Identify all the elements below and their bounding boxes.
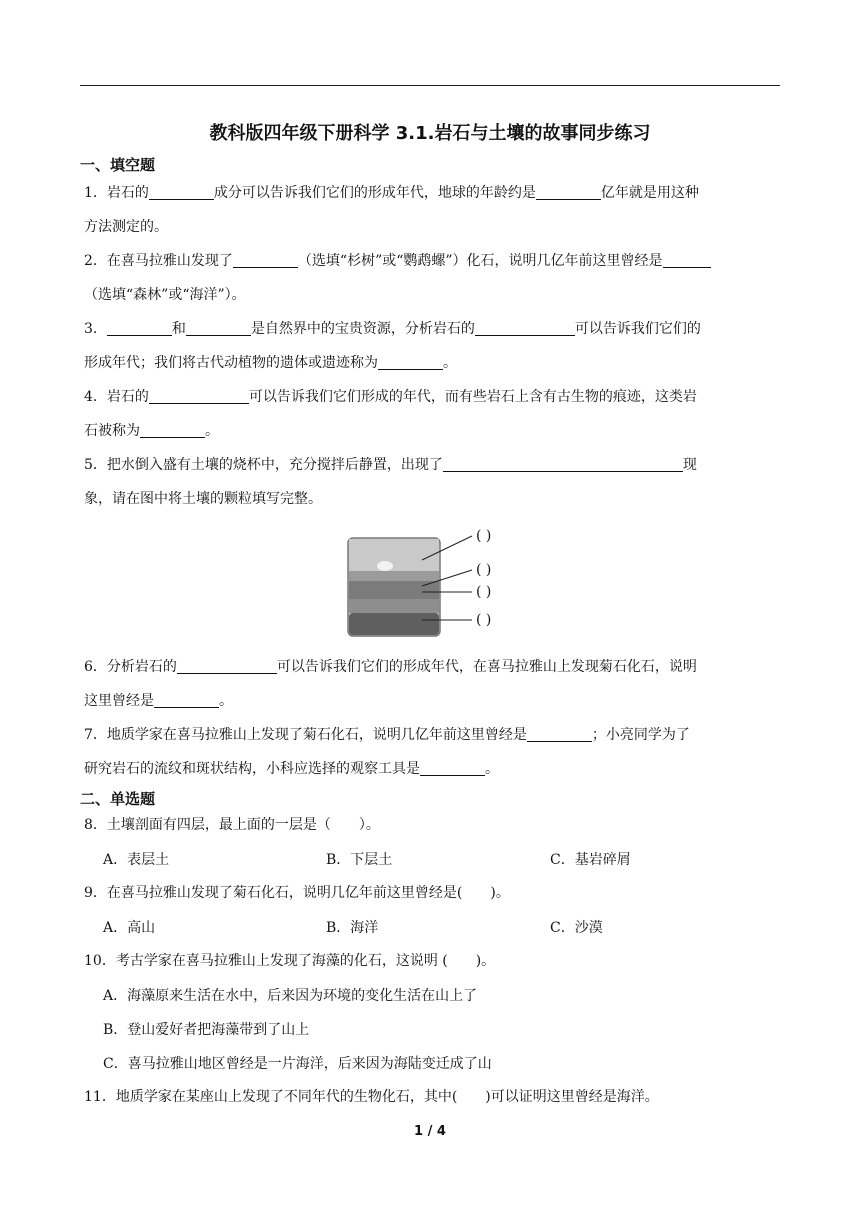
option-8a[interactable]: A．表层土 [103,852,170,868]
option-9b[interactable]: B．海洋 [326,920,379,936]
answer-blank[interactable] [177,656,277,674]
page-title: 教科版四年级下册科学 3.1.岩石与土壤的故事同步练习 [209,123,651,144]
question-2: 2．在喜马拉雅山发现了 （选填“杉树”或“鹦鹉螺”）化石，说明几亿年前这里曾经是 （选填“森林”或“海洋”）。 [84,244,782,312]
particle-blank-2[interactable]: ( ) [476,562,492,578]
option-9c[interactable]: C．沙漠 [550,920,603,936]
header-rule [80,85,780,86]
question-10: 10．考古学家在喜马拉雅山上发现了海藻的化石，这说明 ( )。 [84,953,496,969]
question-4: 4．岩石的 可以告诉我们它们形成的年代，而有些岩石上含有古生物的痕迹，这类岩 石被称为 。 [84,380,782,448]
answer-blank[interactable] [140,420,205,438]
question-11: 11．地质学家在某座山上发现了不同年代的生物化石，其中( )可以证明这里曾经是海洋。 [84,1089,659,1105]
option-8b[interactable]: B．下层土 [326,852,393,868]
answer-blank[interactable] [443,454,683,472]
soil-beaker-figure [340,528,560,638]
section-fill-in: 一、填空题 [80,156,156,174]
answer-blank[interactable] [527,724,592,742]
answer-blank[interactable] [233,250,298,268]
question-5: 5．把水倒入盛有土壤的烧杯中，充分搅拌后静置，出现了 现 象，请在图中将土壤的颗粒填写完整。 [84,448,782,516]
option-10c[interactable]: C．喜马拉雅山地区曾经是一片海洋，后来因为海陆变迁成了山 [103,1056,492,1072]
option-8c[interactable]: C．基岩碎屑 [550,852,631,868]
answer-blank[interactable] [475,318,575,336]
question-8: 8．土壤剖面有四层，最上面的一层是（ ）。 [84,817,380,833]
question-3: 3． 和 是自然界中的宝贵资源，分析岩石的 可以告诉我们它们的 形成年代；我们将古代动植物的遗体或遗迹称为 。 [84,312,782,380]
answer-blank[interactable] [149,182,214,200]
particle-blank-3[interactable]: ( ) [476,584,492,600]
answer-blank[interactable] [154,690,219,708]
question-9: 9．在喜马拉雅山发现了菊石化石，说明几亿年前这里曾经是( )。 [84,885,510,901]
answer-blank[interactable] [663,250,711,268]
question-7: 7．地质学家在喜马拉雅山上发现了菊石化石，说明几亿年前这里曾经是 ；小亮同学为了 研究岩石的流纹和斑状结构，小科应选择的观察工具是 。 [84,718,782,786]
answer-blank[interactable] [107,318,172,336]
answer-blank[interactable] [378,352,443,370]
answer-blank[interactable] [149,386,249,404]
section-single-choice: 二、单选题 [80,790,156,808]
particle-blank-1[interactable]: ( ) [476,528,492,544]
answer-blank[interactable] [186,318,251,336]
answer-blank[interactable] [420,758,485,776]
option-9a[interactable]: A．高山 [103,920,156,936]
answer-blank[interactable] [536,182,601,200]
particle-blank-4[interactable]: ( ) [476,612,492,628]
page-number: 1 / 4 [414,1124,446,1139]
question-6: 6．分析岩石的 可以告诉我们它们的形成年代，在喜马拉雅山上发现菊石化石，说明 这里曾经是 。 [84,650,782,718]
beaker-illustration [340,528,560,638]
option-10b[interactable]: B．登山爱好者把海藻带到了山上 [103,1022,310,1038]
option-10a[interactable]: A．海藻原来生活在水中，后来因为环境的变化生活在山上了 [103,988,478,1004]
question-1: 1．岩石的 成分可以告诉我们它们的形成年代，地球的年龄约是 亿年就是用这种 方法测定的。 [84,176,782,244]
